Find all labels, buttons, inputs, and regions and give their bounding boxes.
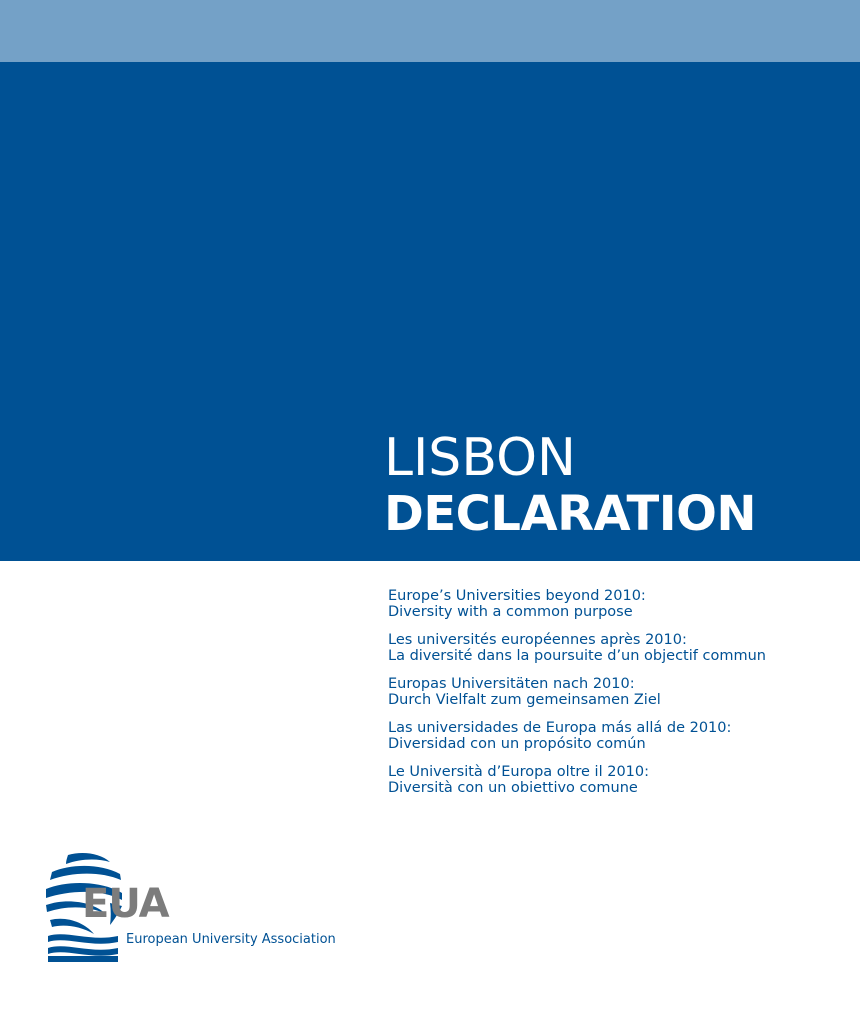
subtitle-italian — [388, 764, 848, 796]
title-line-lisbon: LISBON — [384, 428, 576, 488]
logo-organization-name: European University Association — [126, 932, 336, 947]
subtitle-line: Europe’s Universities beyond 2010: — [388, 588, 646, 604]
title-line-declaration: DECLARATION — [384, 486, 757, 542]
subtitle-line: Las universidades de Europa más allá de 2010: — [388, 720, 732, 736]
subtitle-french — [388, 632, 848, 664]
subtitle-line: La diversité dans la poursuite d’un objectif commun — [388, 648, 766, 664]
subtitle-line: Durch Vielfalt zum gemeinsamen Ziel — [388, 692, 661, 708]
top-color-band — [0, 0, 860, 62]
document-title — [384, 430, 854, 542]
subtitle-line: Diversità con un obiettivo comune — [388, 780, 638, 796]
subtitle-line: Le Università d’Europa oltre il 2010: — [388, 764, 649, 780]
subtitle-line: Diversity with a common purpose — [388, 604, 633, 620]
subtitle-english — [388, 588, 848, 620]
subtitle-spanish — [388, 720, 848, 752]
subtitle-list — [388, 588, 848, 808]
logo-abbreviation: EUA — [82, 881, 169, 927]
subtitle-line: Europas Universitäten nach 2010: — [388, 676, 635, 692]
subtitle-line: Les universités européennes après 2010: — [388, 632, 687, 648]
subtitle-line: Diversidad con un propósito común — [388, 736, 646, 752]
subtitle-german — [388, 676, 848, 708]
